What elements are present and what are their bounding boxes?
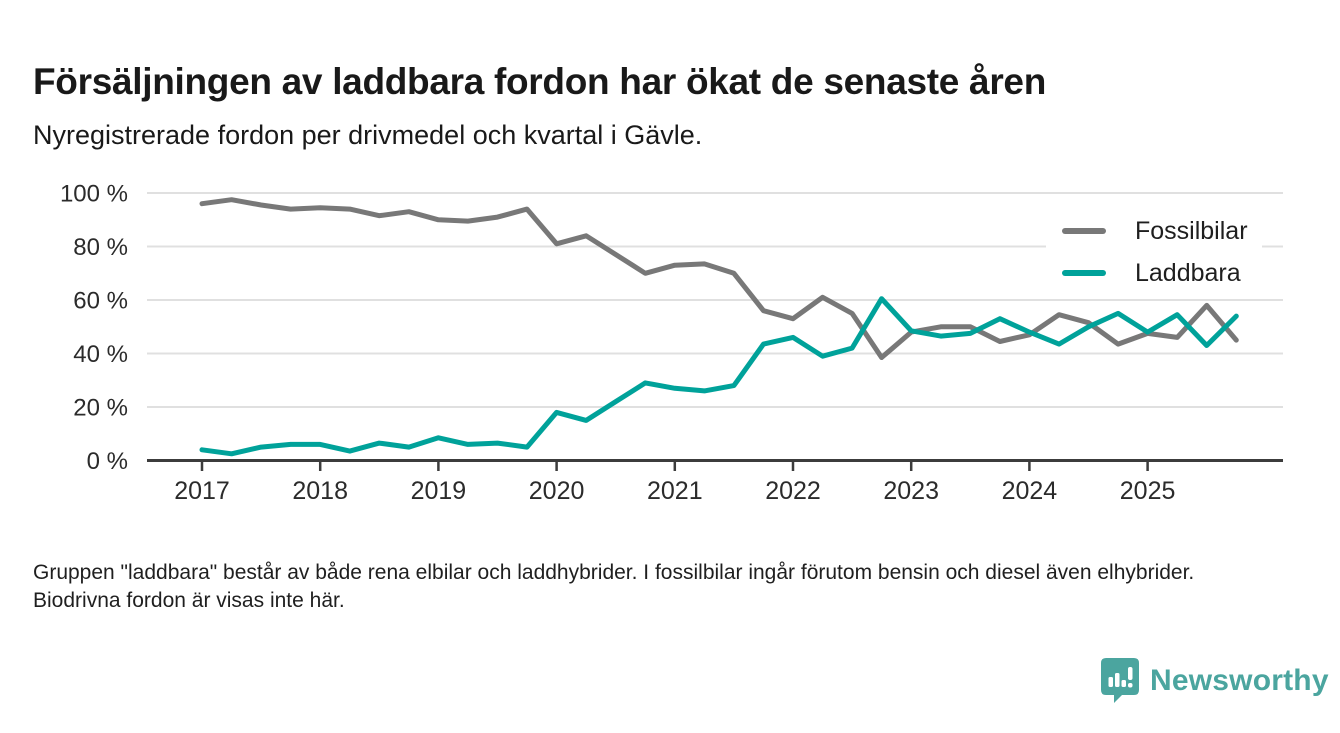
newsworthy-logo-text: Newsworthy bbox=[1150, 664, 1329, 697]
chart-legend bbox=[1046, 211, 1262, 295]
x-axis-tick-label: 2019 bbox=[410, 477, 467, 505]
logo-bar-2 bbox=[1115, 673, 1120, 687]
logo-bar-1 bbox=[1109, 677, 1114, 687]
y-axis-tick-label: 40 % bbox=[73, 341, 128, 368]
logo-bar-3 bbox=[1122, 680, 1127, 687]
chart-subtitle: Nyregistrerade fordon per drivmedel och kvartal i Gävle. bbox=[33, 120, 703, 150]
y-axis-tick-label: 20 % bbox=[73, 394, 128, 422]
x-axis-tick-label: 2021 bbox=[646, 477, 703, 505]
x-axis-tick-label: 2022 bbox=[765, 477, 821, 505]
logo-bubble-shape bbox=[1101, 658, 1139, 703]
legend-item-laddbara bbox=[1062, 257, 1248, 289]
x-axis-tick-label: 2025 bbox=[1119, 477, 1176, 505]
y-axis-tick-label: 0 % bbox=[86, 448, 128, 475]
newsworthy-logo-icon bbox=[1100, 657, 1140, 705]
logo-exclamation-dot bbox=[1128, 683, 1133, 688]
x-axis-tick-label: 2020 bbox=[528, 477, 585, 505]
y-axis-tick-label: 80 % bbox=[73, 234, 128, 261]
legend-label-laddbara: Laddbara bbox=[1135, 258, 1241, 287]
x-axis-tick-label: 2023 bbox=[883, 477, 940, 505]
fossilbilar-line-swatch bbox=[1062, 228, 1106, 234]
y-axis-tick-label: 100 % bbox=[59, 180, 128, 208]
x-axis-tick-label: 2024 bbox=[1001, 477, 1058, 505]
laddbara-line-swatch bbox=[1062, 270, 1106, 276]
newsworthy-logo bbox=[1100, 657, 1329, 705]
chart-title: Försäljningen av laddbara fordon har ökat de senaste åren bbox=[33, 60, 1047, 102]
legend-item-fossilbilar bbox=[1062, 215, 1248, 247]
x-axis-tick-label: 2018 bbox=[292, 477, 349, 505]
legend-label-fossilbilar: Fossilbilar bbox=[1135, 216, 1248, 245]
chart-footnote: Gruppen "laddbara" består av både rena elbilar och laddhybrider. I fossilbilar ingår förutom bensin och diesel även elhybrider. Biodrivna fordon är visas inte här. bbox=[33, 561, 1195, 612]
logo-exclamation-stem bbox=[1128, 667, 1133, 680]
y-axis-tick-label: 60 % bbox=[73, 287, 128, 315]
x-axis-tick-label: 2017 bbox=[174, 477, 230, 505]
